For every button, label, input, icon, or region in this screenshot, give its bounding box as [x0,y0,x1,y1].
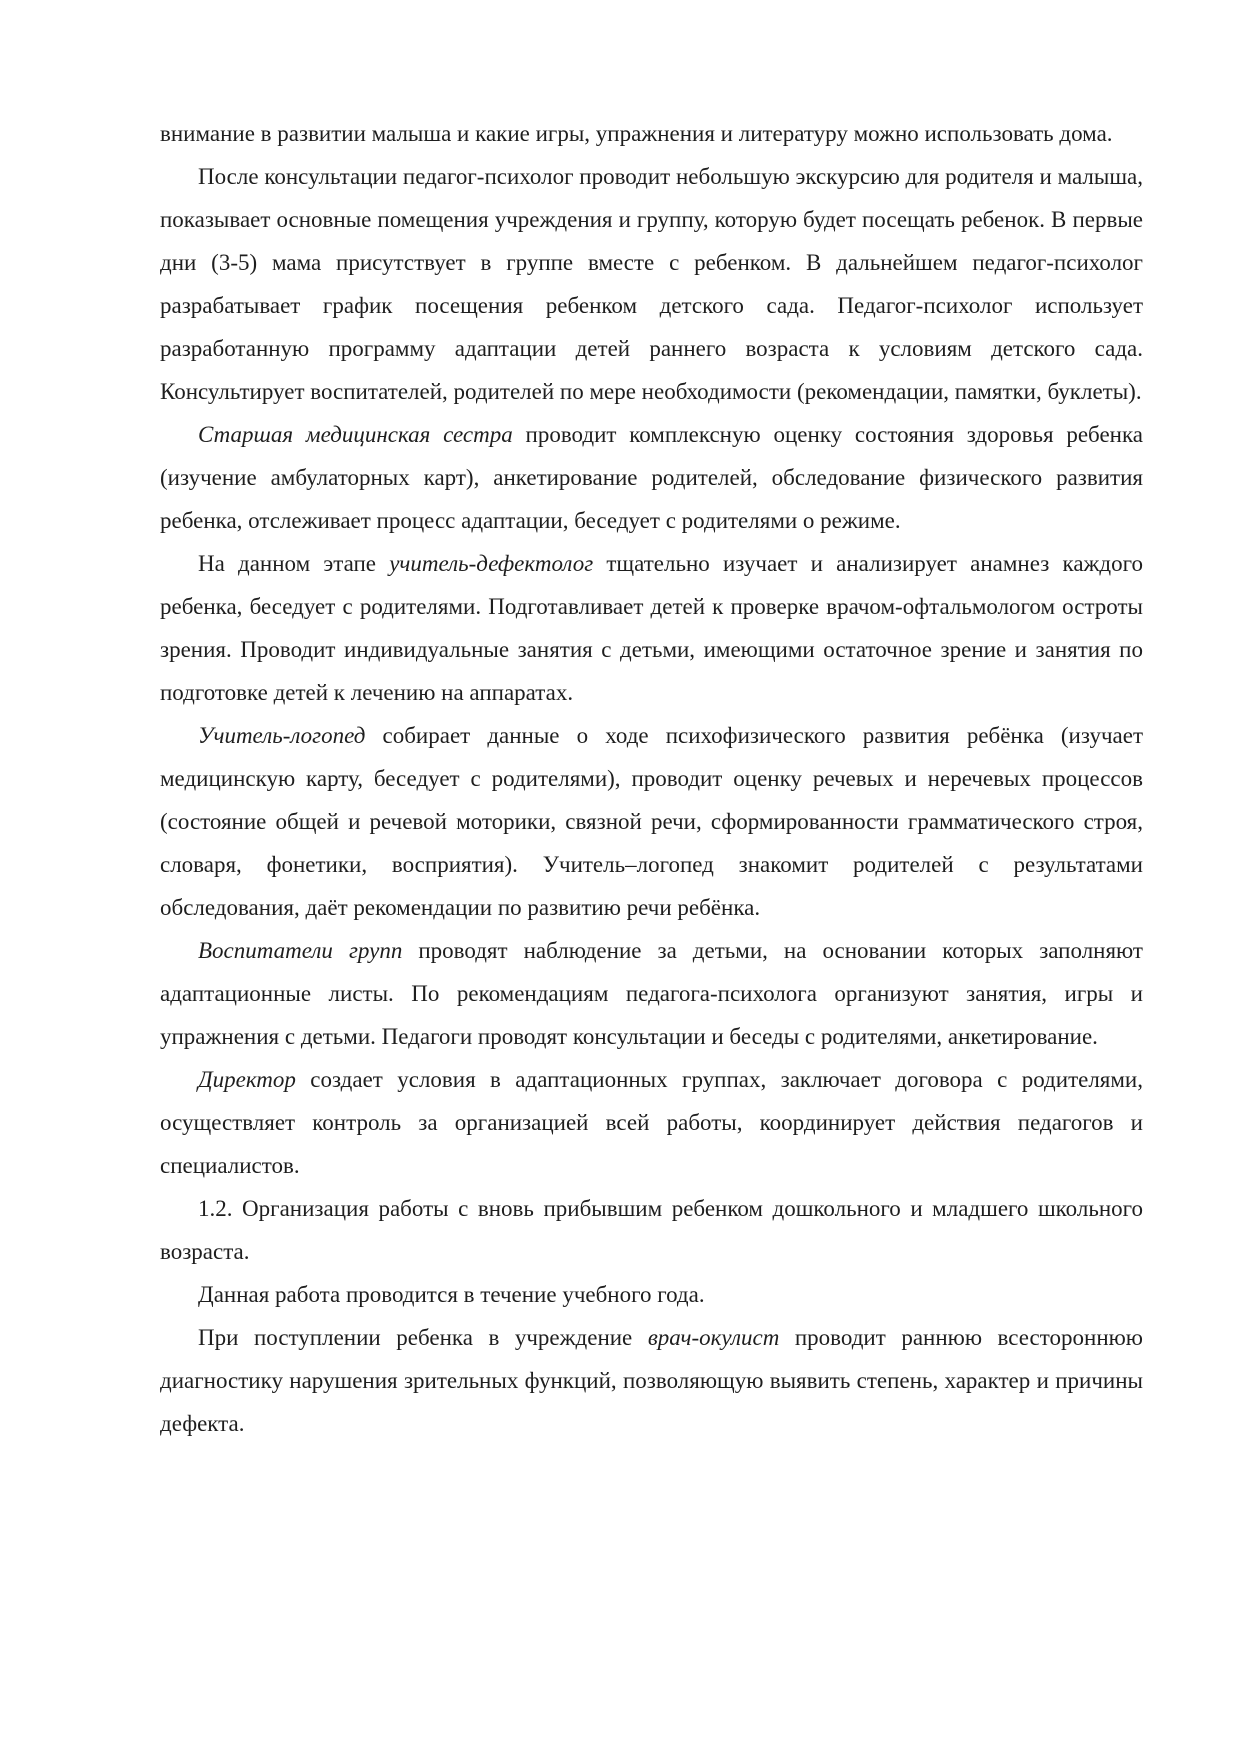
paragraph-educators [160,929,1143,1058]
role-ophthalmologist: врач-окулист [647,1325,780,1350]
section-heading-1-2: 1.2. Организация работы с вновь прибывшим ребенком дошкольного и младшего школьного возраста. [160,1196,1143,1264]
paragraph-head-nurse [160,413,1143,542]
role-director: Директор [198,1067,296,1092]
paragraph-defectologist [160,542,1143,714]
paragraph-defectologist-text: тщательно изучает и анализирует анамнез каждого ребенка, беседует с родителями. Подготавливает детей к проверке врачом-офтальмологом остроты зрения. Проводит индивидуальные занятия с детьми, имеющими остаточное зрение и занятия по подготовке детей к лечению на аппаратах. [160,551,1143,705]
paragraph-continuation: внимание в развитии малыша и какие игры, упражнения и литературу можно использовать дома. [160,121,1113,146]
paragraph-psychologist: После консультации педагог-психолог проводит небольшую экскурсию для родителя и малыша, показывает основные помещения учреждения и группу, которую будет посещать ребенок. В первые дни (3-5) мама присутствует в группе вместе с ребенком. В дальнейшем педагог-психолог разрабатывает график посещения ребенком детского сада. Педагог-психолог использует разработанную программу адаптации детей раннего возраста к условиям детского сада. Консультирует воспитателей, родителей по мере необходимости (рекомендации, памятки, буклеты). [160,164,1143,404]
paragraph-ophthalmologist-lead: При поступлении ребенка в учреждение [198,1325,648,1350]
role-speech-therapist: Учитель-логопед [198,723,366,748]
paragraph-ophthalmologist-text: проводит раннюю всестороннюю диагностику нарушения зрительных функций, позволяющую выявить степень, характер и причины дефекта. [160,1325,1143,1436]
role-head-nurse: Старшая медицинская сестра [198,422,513,447]
paragraph-educators-text: проводят наблюдение за детьми, на основании которых заполняют адаптационные листы. По рекомендациям педагога-психолога организуют занятия, игры и упражнения с детьми. Педагоги проводят консультации и беседы с родителями, анкетирование. [160,938,1143,1049]
paragraph-speech-therapist-text: собирает данные о ходе психофизического развития ребёнка (изучает медицинскую карту, беседует с родителями), проводит оценку речевых и неречевых процессов (состояние общей и речевой моторики, связной речи, сформированности грамматического строя, словаря, фонетики, восприятия). Учитель–логопед знакомит родителей с результатами обследования, даёт рекомендации по развитию речи ребёнка. [160,723,1143,920]
paragraph-ophthalmologist [160,1316,1143,1445]
paragraph-head-nurse-text: проводит комплексную оценку состояния здоровья ребенка (изучение амбулаторных карт), анкетирование родителей, обследование физического развития ребенка, отслеживает процесс адаптации, беседует с родителями о режиме. [160,422,1144,533]
paragraph-school-year: Данная работа проводится в течение учебного года. [198,1282,705,1307]
paragraph-speech-therapist [160,714,1143,929]
role-educators: Воспитатели групп [198,938,403,963]
role-defectologist: учитель-дефектолог [389,551,594,576]
paragraph-director-text: создает условия в адаптационных группах, заключает договора с родителями, осуществляет контроль за организацией всей работы, координирует действия педагогов и специалистов. [160,1067,1143,1178]
paragraph-defectologist-lead: На данном этапе [198,551,390,576]
document-page [160,112,1143,1445]
paragraph-director [160,1058,1143,1187]
